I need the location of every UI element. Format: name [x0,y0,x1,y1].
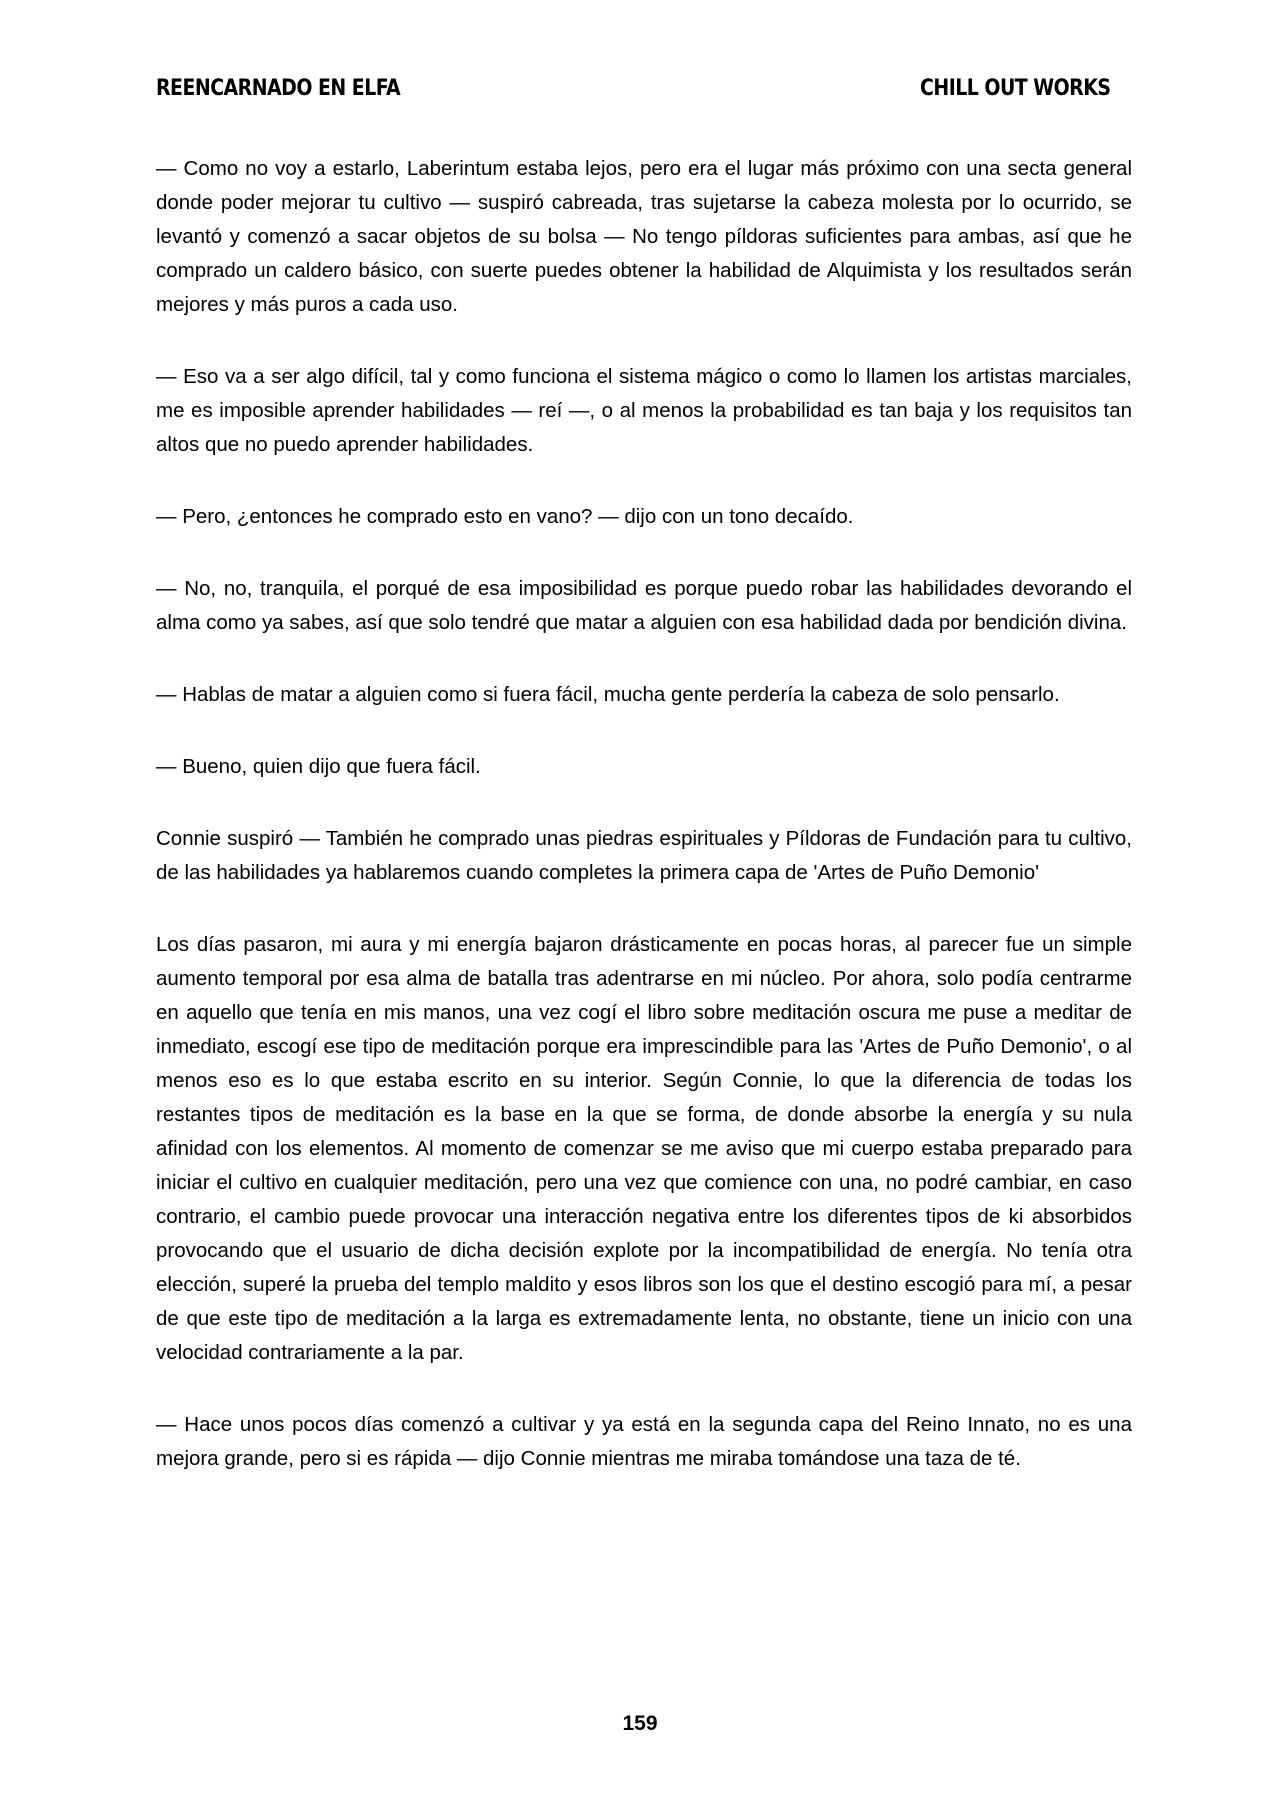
page-number: 159 [622,1712,658,1735]
book-title: REENCARNADO EN ELFA [156,76,401,101]
body-text [156,152,1132,1514]
paragraph: — Hace unos pocos días comenzó a cultivar y ya está en la segunda capa del Reino Innato, no es una mejora grande, pero si es rápida — dijo Connie mientras me miraba tomándose una taza de té. [156,1413,1132,1470]
paragraph: — Hablas de matar a alguien como si fuera fácil, mucha gente perdería la cabeza de solo pensarlo. [156,683,1060,706]
paragraph: Connie suspiró — También he comprado unas piedras espirituales y Píldoras de Fundación para tu cultivo, de las habilidades ya hablaremos cuando completes la primera capa de 'Artes de Puño Demonio' [156,827,1132,884]
paragraph: — Bueno, quien dijo que fuera fácil. [156,755,481,778]
publisher-name: CHILL OUT WORKS [919,76,1110,101]
paragraph: — No, no, tranquila, el porqué de esa imposibilidad es porque puedo robar las habilidades devorando el alma como ya sabes, así que solo tendré que matar a alguien con esa habilidad dada por bendición divina. [156,577,1132,634]
paragraph: — Eso va a ser algo difícil, tal y como funciona el sistema mágico o como lo llamen los artistas marciales, me es imposible aprender habilidades — reí —, o al menos la probabilidad es tan baja y los requisitos tan altos que no puedo aprender habilidades. [156,365,1132,456]
paragraph: — Pero, ¿entonces he comprado esto en vano? — dijo con un tono decaído. [156,505,854,528]
running-header [156,76,1110,101]
paragraph: — Como no voy a estarlo, Laberintum estaba lejos, pero era el lugar más próximo con una secta general donde poder mejorar tu cultivo — suspiró cabreada, tras sujetarse la cabeza molesta por lo ocurrido, se levantó y comenzó a sacar objetos de su bolsa — No tengo píldoras suficientes para ambas, así que he comprado un caldero básico, con suerte puedes obtener la habilidad de Alquimista y los resultados serán mejores y más puros a cada uso. [156,157,1132,316]
paragraph: Los días pasaron, mi aura y mi energía bajaron drásticamente en pocas horas, al parecer fue un simple aumento temporal por esa alma de batalla tras adentrarse en mi núcleo. Por ahora, solo podía centrarme en aquello que tenía en mis manos, una vez cogí el libro sobre meditación oscura me puse a meditar de inmediato, escogí ese tipo de meditación porque era imprescindible para las 'Artes de Puño Demonio', o al menos eso es lo que estaba escrito en su interior. Según Connie, lo que la diferencia de todas los restantes tipos de meditación es la base en la que se forma, de donde absorbe la energía y su nula afinidad con los elementos. Al momento de comenzar se me aviso que mi cuerpo estaba preparado para iniciar el cultivo en cualquier meditación, pero una vez que comience con una, no podré cambiar, en caso contrario, el cambio puede provocar una interacción negativa entre los diferentes tipos de ki absorbidos provocando que el usuario de dicha decisión explote por la incompatibilidad de energía. No tenía otra elección, superé la prueba del templo maldito y esos libros son los que el destino escogió para mí, a pesar de que este tipo de meditación a la larga es extremadamente lenta, no obstante, tiene un inicio con una velocidad contrariamente a la par. [156,933,1132,1364]
